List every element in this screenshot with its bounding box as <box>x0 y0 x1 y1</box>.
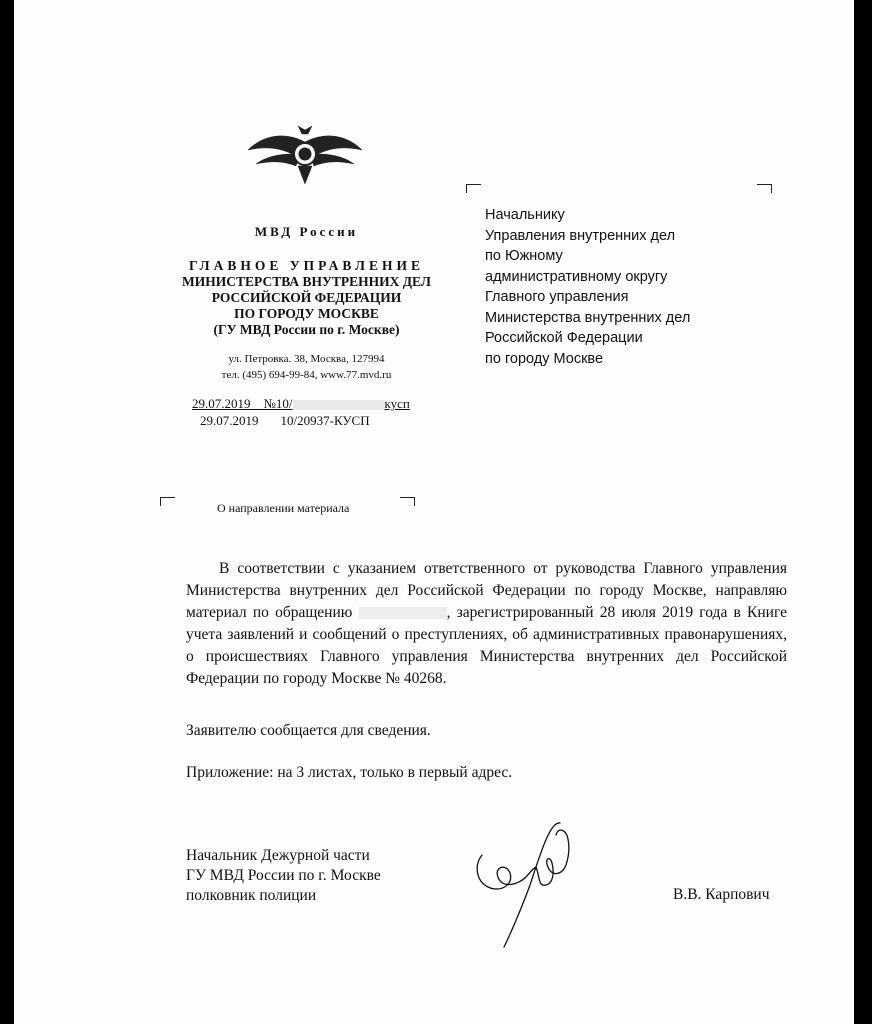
recipient-block <box>485 205 775 369</box>
signer-title-line-1: Начальник Дежурной части <box>186 847 370 864</box>
org-line-2: МИНИСТЕРСТВА ВНУТРЕННИХ ДЕЛ <box>182 274 431 289</box>
recipient-line: Начальнику <box>485 207 565 223</box>
registration-number-prefix: №10/ <box>263 396 293 411</box>
recipient-line: Министерства внутренних дел <box>485 309 691 326</box>
subject-corner-right <box>400 497 415 506</box>
redacted-name <box>359 607 447 619</box>
address-line-2: тел. (495) 694-99-84, www.77.mvd.ru <box>221 369 392 381</box>
stamp-date: 29.07.2019 <box>200 413 259 428</box>
recipient-corner-left <box>466 184 481 193</box>
subject-corner-left <box>160 497 175 506</box>
handwritten-signature <box>470 815 582 951</box>
recipient-line: Управления внутренних дел <box>485 227 676 244</box>
redacted-area <box>293 400 385 410</box>
registration-line <box>192 396 410 412</box>
body-text-part-1: В соответствии с указанием ответственного от руководства Главного управления Министерства внутренних дел Российской Федерации по городу Москве, направляю материал по обращению <box>186 560 787 621</box>
recipient-line: по Южному <box>485 248 563 264</box>
letter-page <box>14 0 854 1024</box>
org-line-4: ПО ГОРОДУ МОСКВЕ <box>234 306 379 321</box>
org-short-name: МВД России <box>254 224 359 239</box>
recipient-line: административному округу <box>485 268 668 285</box>
org-full-name <box>164 258 449 338</box>
mvd-emblem-icon <box>246 120 364 186</box>
stamp-number: 10/20937-КУСП <box>280 413 370 428</box>
recipient-line: Российской Федерации <box>485 330 643 346</box>
recipient-line: по городу Москве <box>485 350 604 367</box>
signer-title-block <box>186 846 381 906</box>
signer-title-line-3: полковник полиции <box>186 887 317 904</box>
registration-date: 29.07.2019 <box>192 396 251 411</box>
address-line-1: ул. Петровка. 38, Москва, 127994 <box>228 353 385 365</box>
body-text-part-2: , зарегистрированный 28 июля 2019 года в Книге учета заявлений и сообщений о преступлениях, об административных правонарушениях, о происшествиях Главного управления Министерства внутренних дел Российской Федерации по городу Москве № 40268. <box>186 604 788 687</box>
signer-name: В.В. Карпович <box>673 886 770 903</box>
org-line-3: РОССИЙСКОЙ ФЕДЕРАЦИИ <box>211 290 402 305</box>
recipient-line: Главного управления <box>485 289 629 305</box>
registration-number-suffix: кусп <box>384 396 410 411</box>
registration-stamp <box>200 413 370 429</box>
attachment-paragraph: Приложение: на 3 листах, только в первый адрес. <box>186 764 513 781</box>
body-paragraph <box>186 558 787 690</box>
subject-line: О направлении материала <box>217 501 350 515</box>
org-line-5: (ГУ МВД России по г. Москве) <box>213 322 400 337</box>
org-line-1: ГЛАВНОЕ УПРАВЛЕНИЕ <box>189 258 424 273</box>
notice-paragraph: Заявителю сообщается для сведения. <box>186 722 431 739</box>
recipient-corner-right <box>757 184 772 193</box>
signer-title-line-2: ГУ МВД России по г. Москве <box>186 867 381 884</box>
org-address <box>174 351 439 383</box>
